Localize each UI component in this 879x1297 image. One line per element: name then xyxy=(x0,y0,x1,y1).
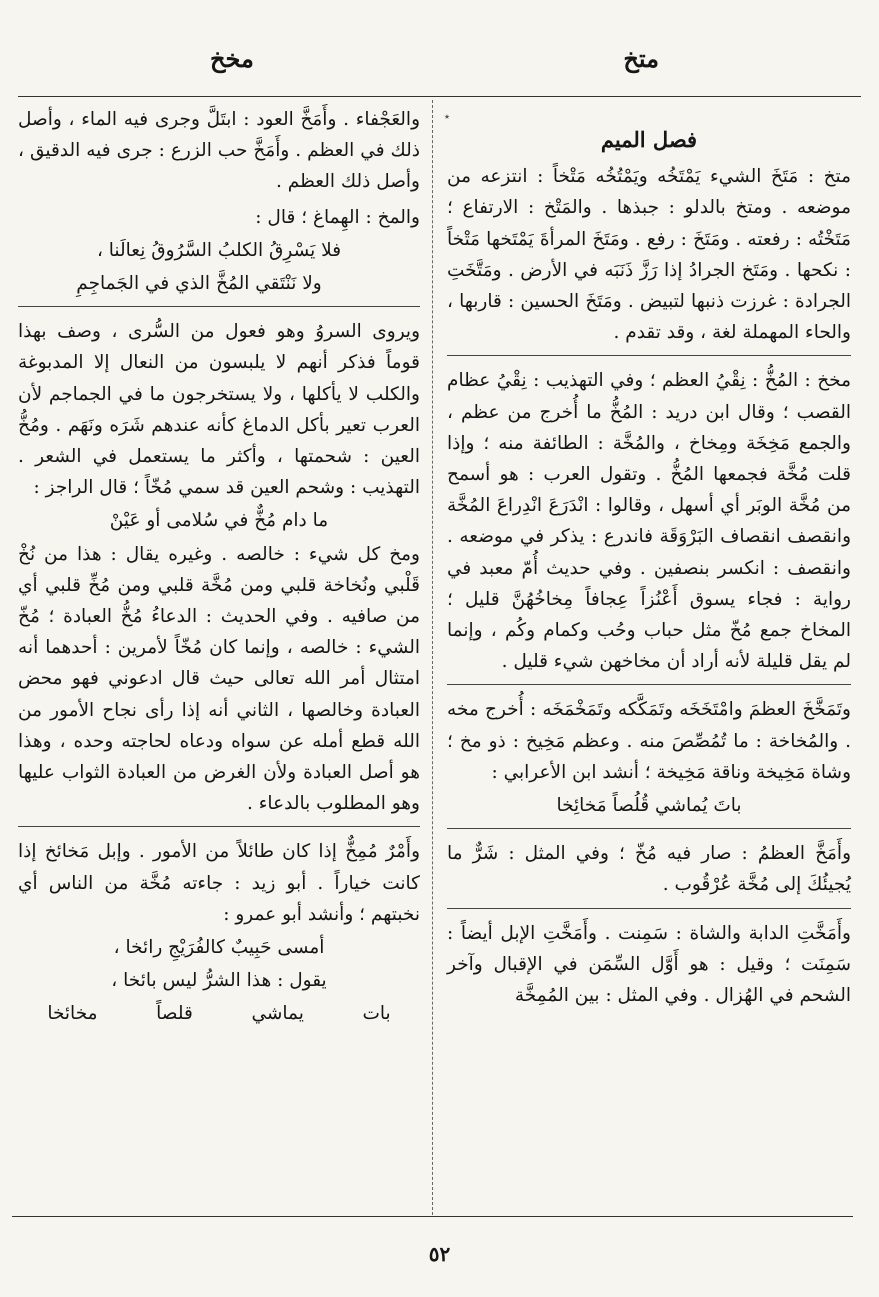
verse-line: فلا يَسْرِقُ الكلبُ السَّرُوقُ نِعالَنا ، xyxy=(96,239,342,261)
entry-mkhkh: مخخ : المُخُّ : نِقْيُ العظم ؛ وفي التهذيب : نِقْيُ عظام القصب ؛ وقال ابن دريد : المُخُّ ما أُخرج من عظم ، والجمع مَخِخَة ومِخاخ ، والمُخَّة : الطائفة منه ؛ وإذا قلت مُخَّة فجمعها المُخُّ . وتقول العرب : هو أسمح من مُخَّة الوبَر أي أسهل ، وقالوا : انْدَرَعَ انْدِراعَ المُخَّة وانقصف انقصاف البَرْوَقَة فاندرع : يذكر في موضعه . وانقصف : انكسر بنصفين . وفي حديث أُمّ معبد في رواية : فجاء يسوق أَعْنُزاً عِجافاً مِخاخُهُنَّ قليل ؛ المخاخ جمع مُخّ مثل حباب وحُب وكمام وكُم ، وإنما لم يقل قليلة لأنه أراد أن مخاخهن شيء قليل . xyxy=(447,370,851,673)
paragraph: وأَمْرٌ مُمِخٌّ إذا كان طائلاً من الأمور . وإبل مَخائخ إذا كانت خياراً . أبو زيد : جاءته مُخَّة من الناس أي نخبتهم ؛ وأنشد أبو عمرو : xyxy=(18,841,420,925)
verse-line: أمسى حَبِيبٌ كالفُرَيْجِ رائخا ، xyxy=(113,937,325,959)
verse-word: قلصاً xyxy=(156,1003,193,1025)
entry-separator xyxy=(447,908,851,909)
footer-rule xyxy=(12,1216,853,1217)
verse-line: يقول : هذا الشرُّ ليس بائخا ، xyxy=(111,970,327,992)
paragraph: وتَمَخَّخَ العظمَ وامْتَخَخَه وتَمَكَّكه وتَمَخْمَخَه : أُخرج مخه . والمُخاخة : ما تُمُصِّصَ منه . وعظم مَخِيخ : ذو مخ ؛ وشاة مَخِيخة وناقة مَخِيخة ؛ أنشد ابن الأعرابي : xyxy=(447,699,851,783)
verse-line: ولا نَنْتَقي المُخَّ الذي في الجَماجِمِ xyxy=(76,273,322,295)
paragraph: والعَجْفاء . وأَمَخَّ العود : ابتَلَّ وجرى فيه الماء ، وأصل ذلك في العظم . وأَمَخَّ حب الزرع : جرى فيه الدقيق ، وأصل ذلك العظم . xyxy=(18,109,420,193)
header-rule xyxy=(18,96,861,97)
paragraph: والمخ : الهِماغ ؛ قال : xyxy=(255,206,420,228)
paragraph: ويروى السروُ وهو فعول من السُّرى ، وصف بهذا قوماً فذكر أنهم لا يلبسون من النعال إلا المدبوغة والكلب لا يأكلها ، ولا يستخرجون ما في الجماجم لأن العرب تعير بأكل الدماغ كأنه عندهم شَرَه ونَهَم . ومُخُّ العين : شحمتها ، وأكثر ما يستعمل في الشعر . التهذيب : وشحم العين قد سمي مُخّاً ؛ قال الراجز : xyxy=(18,321,420,499)
verse-line-spread xyxy=(18,998,420,1029)
left-column xyxy=(18,104,420,1032)
right-column xyxy=(447,104,851,1011)
verse-word: مخائخا xyxy=(47,1003,98,1025)
verse-word: يماشي xyxy=(251,1003,304,1025)
verse-line: ما دام مُخٌّ في سُلامى أو عَيْنْ xyxy=(109,510,329,532)
column-divider xyxy=(432,100,433,1215)
entry-mtkh: متخ : مَتَخَ الشيء يَمْتَخُه ويَمْتُخُه مَتْخاً : انتزعه من موضعه . ومتخ بالدلو : جبذها . والمَتْخ : الارتفاع ؛ مَتَخْتُه : رفعته . ومَتَخَ : رفع . ومَتَخَ المرأةَ يَمْتَخها مَتْخاً : نكحها . ومَتَخ الجرادُ إذا رَزَّ ذَنَبَه في الأرض . ومَتَّخَتِ الجرادة : غرزت ذنبها لتبيض . ومَتَخَ الحسين : قاربها ، والحاء المهملة لغة ، وقد تقدم . xyxy=(447,166,851,344)
page-header-left: مخخ xyxy=(210,44,254,73)
corner-mark: ٭ xyxy=(444,110,450,123)
paragraph: وأَمَخَّتِ الدابة والشاة : سَمِنت . وأَمَخَّتِ الإبل أيضاً : سَمِنَت ؛ وقيل : هو أَوَّل السِّمَن في الإقبال وآخر الشحم في الهُزال . وفي المثل : بين المُمِخَّة xyxy=(447,922,851,1007)
entry-separator xyxy=(447,684,851,685)
verse-word: بات xyxy=(362,1003,391,1025)
verse-line: باتَ يُماشي قُلُصاً مَخائِخا xyxy=(556,795,742,817)
entry-separator xyxy=(447,828,851,829)
paragraph: وأَمَخَّ العظمُ : صار فيه مُخّ ؛ وفي المثل : شَرٌّ ما يُجيئُكَ إلى مُخَّة عُرْقُوب . xyxy=(447,843,851,896)
entry-separator xyxy=(18,826,420,827)
page-header-right: متخ xyxy=(623,44,659,73)
paragraph: ومخ كل شيء : خالصه . وغيره يقال : هذا من نُخْ قَلْبي ونُخاخة قلبي ومن مُخَّة قلبي ومن مُخِّ قلبي أي من صافيه . وفي الحديث : الدعاءُ مُخُّ العبادة ؛ مُخّ الشيء : خالصه ، وإنما كان مُخّاً لأمرين : أحدهما أنه امتثال أمر الله تعالى حيث قال ادعوني فهو محض العبادة وخالصها ، الثاني أنه إذا رأى نجاح الأمور من الله قطع أمله عن سواه ودعاه لحاجته وحده ، وهذا هو أصل العبادة ولأن الغرض من العبادة الثواب عليها وهو المطلوب بالدعاء . xyxy=(18,543,420,815)
section-title: فصل الميم xyxy=(600,127,698,152)
page-number: ٥٢ xyxy=(428,1242,451,1266)
entry-separator xyxy=(447,355,851,356)
entry-separator xyxy=(18,306,420,307)
